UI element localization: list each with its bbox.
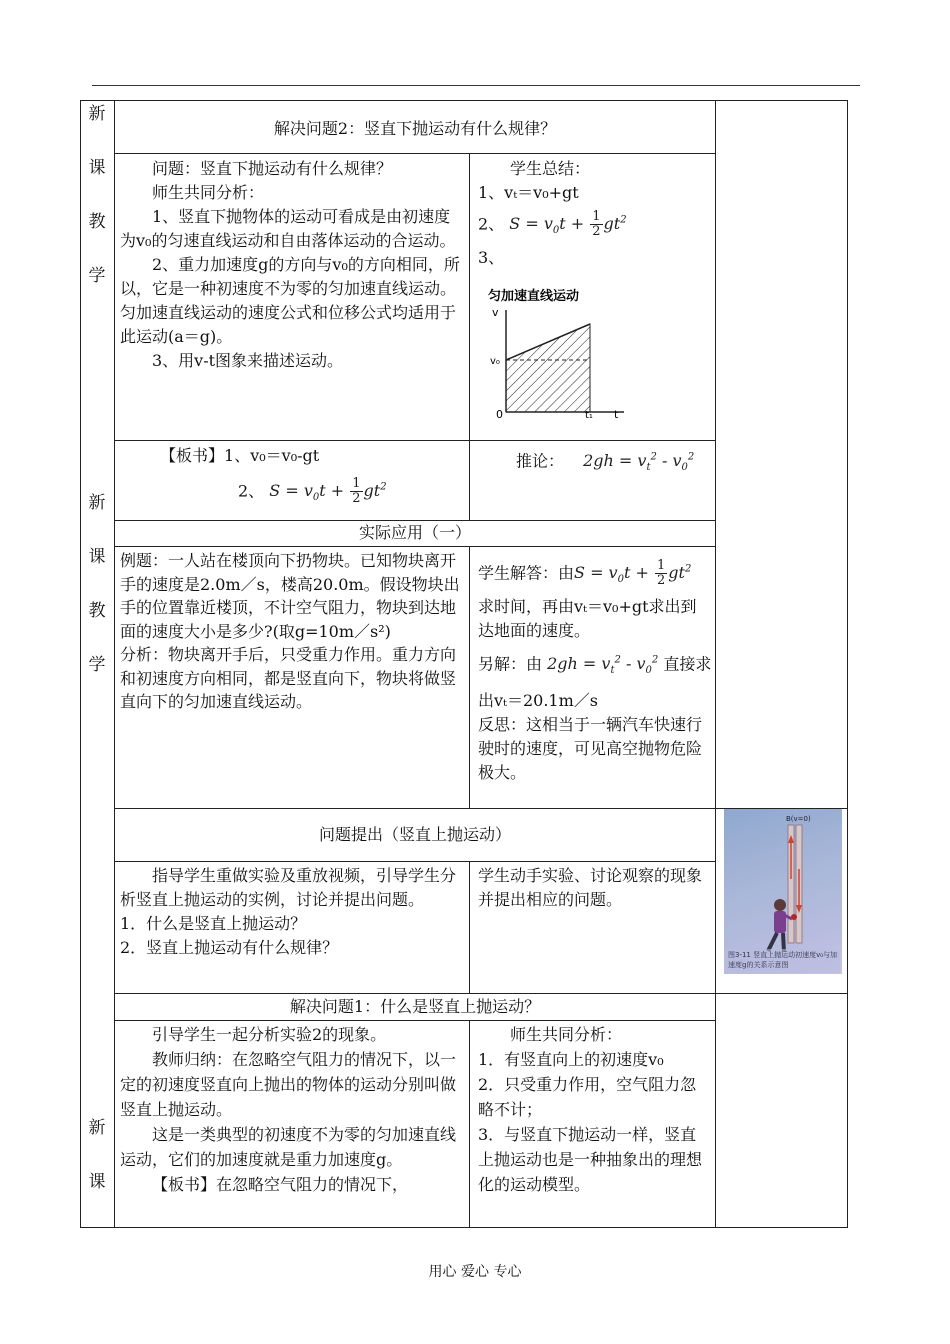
section2-heading: 解决问题1：什么是竖直上抛运动？ bbox=[289, 997, 541, 1016]
answer-line-4: 出vₜ＝20.1m／s bbox=[478, 691, 598, 711]
graph-v-label: v bbox=[492, 306, 499, 319]
graph-v0-label: v₀ bbox=[490, 356, 500, 367]
section2-left-line: 【板书】在忽略空气阻力的情况下， bbox=[152, 1175, 409, 1194]
section1-right bbox=[478, 157, 710, 270]
example-text: 例题：一人站在楼顶向下扔物块。已知物块离开手的速度是2.0m／s，楼高20.0m。假设物块出手的位置靠近楼顶，不计空气阻力，物块到达地面的速度大小是多少?(取g=10m／s²) bbox=[120, 551, 460, 641]
board-label: 【板书】 bbox=[160, 446, 225, 465]
section1-left-line: 2、重力加速度g的方向与v₀的方向相同，所以，它是一种初速度不为零的匀加速直线运动。匀加速直线运动的速度公式和位移公式均适用于此运动(a＝g)。 bbox=[120, 255, 460, 346]
summary-item-2: 2、 $S = v_0t$ + $\frac{1}{2}$ $gt^2$ bbox=[478, 209, 627, 240]
side-label-3: 新 课 bbox=[88, 1118, 106, 1192]
section1-left-line: 3、用v-t图象来描述运动。 bbox=[152, 351, 344, 370]
section1-left-line: 1、竖直下抛物体的运动可看成是由初速度为v₀的匀速直线运动和自由落体运动的合运动。 bbox=[120, 207, 456, 250]
section1-left-line: 问题：竖直下抛运动有什么规律？ bbox=[152, 159, 393, 178]
summary-item-1: 1、vₜ＝v₀+gt bbox=[478, 183, 579, 202]
analysis-text: 分析：物块离开手后，只受重力作用。重力方向和初速度方向相同，都是竖直向下，物块将做竖直向下的匀加速直线运动。 bbox=[120, 645, 457, 711]
problem-intro: 指导学生重做实验及重放视频，引导学生分析竖直上抛运动的实例，讨论并提出问题。 bbox=[120, 866, 457, 909]
section1-left-line: 师生共同分析： bbox=[152, 183, 265, 202]
section2-right bbox=[478, 1022, 710, 1197]
board-line-1: 1、v₀＝v₀-gt bbox=[224, 446, 320, 465]
problem-question-1: 1．什么是竖直上抛运动？ bbox=[120, 914, 307, 933]
side-label-1: 新 课 教 学 bbox=[88, 104, 106, 286]
svg-text:B(v=0): B(v=0) bbox=[786, 815, 811, 823]
section2-left-line: 这是一类典型的初速度不为零的匀加速直线运动，它们的加速度就是重力加速度g。 bbox=[120, 1125, 457, 1169]
section2-left bbox=[120, 1022, 465, 1197]
graph-title: 匀加速直线运动 bbox=[488, 289, 580, 304]
graph-t1-label: t₁ bbox=[585, 410, 593, 421]
answer-line-2: 求时间，再由vₜ＝v₀+gt求出到达地面的速度。 bbox=[478, 596, 697, 640]
application-left bbox=[120, 549, 465, 714]
displacement-formula: $S = v_0t$ + $\frac{1}{2}$ $gt^2$ bbox=[509, 209, 627, 240]
section2-left-line: 引导学生一起分析实验2的现象。 bbox=[152, 1025, 387, 1044]
section1-heading: 解决问题2：竖直下抛运动有什么规律？ bbox=[273, 119, 557, 138]
problem-left bbox=[120, 864, 465, 960]
conclusion-label: 推论： bbox=[516, 451, 565, 471]
graph-t-label: t bbox=[614, 408, 619, 421]
answer-line-5: 反思：这相当于一辆汽车快速行驶时的速度，可见高空抛物危险极大。 bbox=[478, 715, 703, 783]
header-rule bbox=[92, 85, 860, 86]
side-label-2: 新 课 教 学 bbox=[88, 493, 106, 675]
analysis-item: 1．有竖直向上的初速度v₀ bbox=[478, 1050, 664, 1069]
board-line-2: 2、 $S = v_0t$ + $\frac{1}{2}$ $gt^2$ bbox=[238, 476, 387, 507]
problem-heading: 问题提出（竖直上抛运动） bbox=[318, 825, 511, 844]
section1-left bbox=[120, 157, 465, 373]
photo-caption: 图3-11 竖直上抛运动初速度v₀与加速度g的关系示意图 bbox=[728, 951, 838, 969]
area-under-line bbox=[506, 324, 590, 412]
application-heading: 实际应用（一） bbox=[358, 523, 471, 542]
summary-title: 学生总结： bbox=[510, 159, 591, 178]
analysis-title: 师生共同分析： bbox=[510, 1025, 623, 1044]
answer-line-1: 学生解答：由$S = v_0t$ + $\frac{1}{2}$ $gt^2$ bbox=[478, 558, 692, 589]
summary-item-3: 3、 bbox=[478, 247, 505, 267]
graph-origin-label: 0 bbox=[496, 408, 503, 421]
page-footer: 用心 爱心 专心 bbox=[428, 1264, 522, 1280]
conclusion-formula: $2gh = v_t^2 - v_0^2$ bbox=[583, 451, 695, 474]
problem-right: 学生动手实验、讨论观察的现象并提出相应的问题。 bbox=[478, 866, 703, 909]
problem-question-2: 2．竖直上抛运动有什么规律？ bbox=[120, 938, 339, 957]
answer-line-3: 另解：由 $2gh = v_t^2 - v_0^2$ 直接求 bbox=[478, 653, 712, 677]
vertical-throw-photo bbox=[724, 809, 842, 974]
analysis-item: 3．与竖直下抛运动一样，竖直上抛运动也是一种抽象出的理想化的运动模型。 bbox=[478, 1125, 703, 1194]
board1-left bbox=[160, 444, 465, 511]
application-right bbox=[478, 558, 712, 785]
section2-left-line: 教师归纳：在忽略空气阻力的情况下，以一定的初速度竖直向上抛出的物体的运动分别叫做竖直上抛运动。 bbox=[120, 1050, 457, 1119]
board1-right bbox=[516, 446, 711, 481]
analysis-item: 2．只受重力作用，空气阻力忽略不计； bbox=[478, 1075, 697, 1119]
vt-graph bbox=[484, 284, 634, 424]
